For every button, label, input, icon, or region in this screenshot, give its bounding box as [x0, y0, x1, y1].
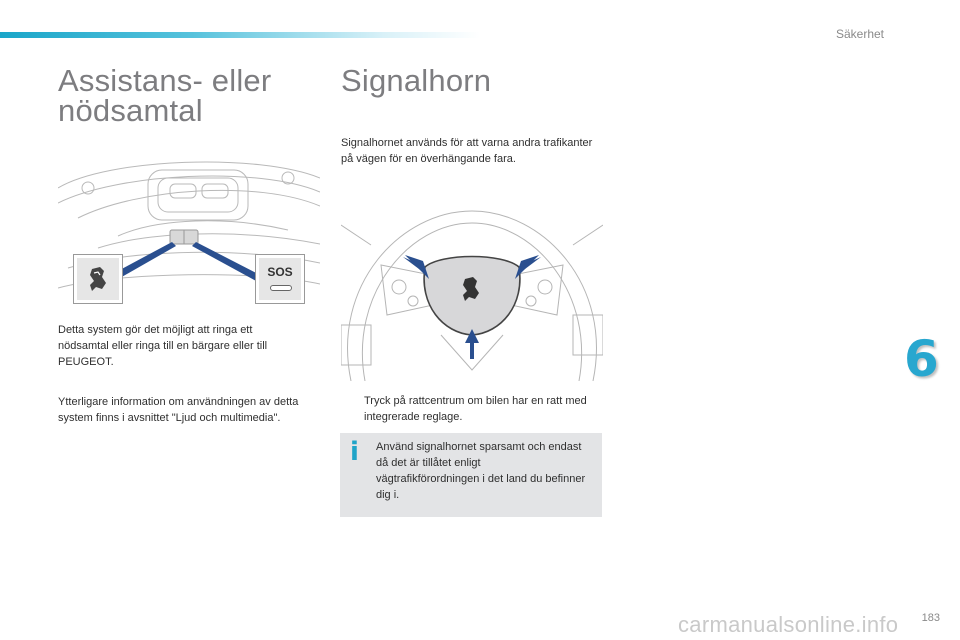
page-number: 183 [921, 612, 940, 624]
peugeot-button [73, 254, 123, 304]
info-icon: i [350, 437, 359, 467]
emergency-call-description: Detta system gör det möjligt att ringa ett nödsamtal eller ringa till en bärgare eller till PEUGEOT. [58, 324, 268, 368]
info-box [340, 433, 602, 517]
emergency-call-title: Assistans- eller nödsamtal [58, 63, 272, 128]
header-accent-bar [0, 32, 480, 38]
horn-intro: Signalhornet används för att varna andra trafikanter på vägen för en överhängande fara. [341, 137, 593, 165]
sos-button-bar [270, 285, 292, 291]
peugeot-lion-icon [74, 255, 122, 303]
horn-instruction [341, 393, 601, 425]
sos-button-label: SOS [267, 265, 293, 279]
sos-button [255, 254, 305, 304]
section-label: Säkerhet [835, 27, 884, 41]
info-text: Använd signalhornet sparsamt och endast då det är tillåtet enligt vägtrafikförordningen i det land du befinner dig i. [376, 441, 586, 501]
steering-wheel-illustration [341, 205, 603, 381]
horn-instruction-text: Tryck på rattcentrum om bilen har en ratt med integrerade reglage. [364, 395, 587, 423]
chapter-number: 6 [904, 330, 939, 388]
emergency-call-more-info: Ytterligare information om användningen av detta system finns i avsnittet "Ljud och multimedia". [58, 396, 299, 424]
horn-title: Signalhorn [341, 63, 492, 98]
watermark: carmanualsonline.info [678, 612, 899, 637]
